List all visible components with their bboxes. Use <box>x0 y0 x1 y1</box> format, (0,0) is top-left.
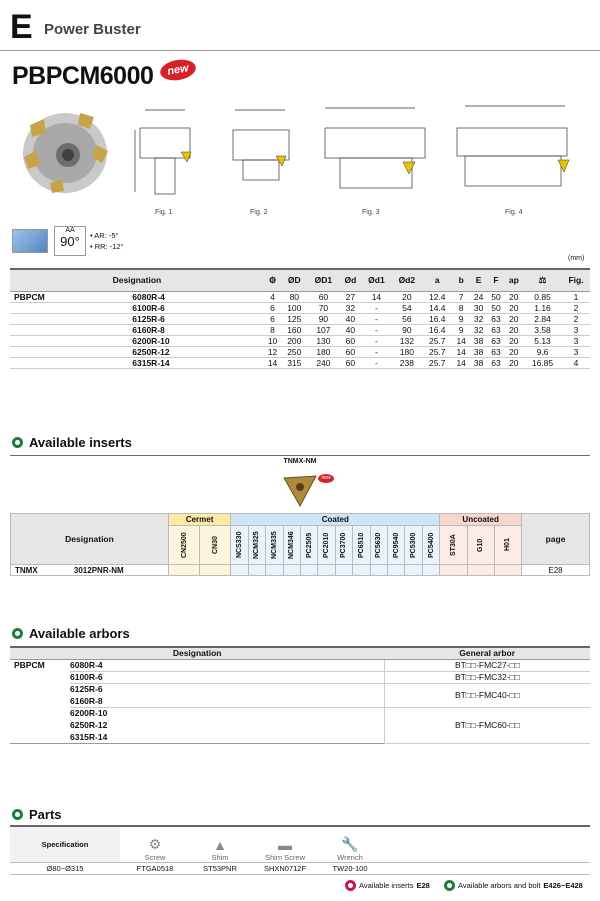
spec-cell: 5.13 <box>523 335 562 346</box>
spec-cell: 56 <box>392 313 422 324</box>
arbor-row: 6160R-8 <box>70 695 384 707</box>
spec-cell: 25.7 <box>422 335 452 346</box>
col-b: b <box>452 269 469 291</box>
grade-header <box>467 526 494 565</box>
spec-cell: 38 <box>470 346 487 357</box>
spec-cell: 38 <box>470 335 487 346</box>
col-a: a <box>422 269 452 291</box>
grade-header <box>248 526 265 565</box>
insert-series: TNMX <box>15 565 38 575</box>
spec-row <box>10 313 590 324</box>
grade-header <box>200 526 231 565</box>
spec-row <box>10 302 590 313</box>
grade-cell <box>231 565 248 576</box>
link-icon <box>444 880 455 891</box>
spec-cell: 50 <box>487 302 504 313</box>
spec-cell: 40 <box>340 313 362 324</box>
spec-cell: 6250R-12 <box>132 346 264 357</box>
header-divider <box>0 50 600 51</box>
footer-arbors-page: E426~E428 <box>543 881 583 890</box>
insert-image <box>280 470 320 510</box>
grade-cell <box>422 565 439 576</box>
grade-header <box>370 526 387 565</box>
spec-cell: 20 <box>505 291 523 302</box>
spec-cell: 20 <box>505 346 523 357</box>
spec-cell: 3 <box>562 335 590 346</box>
grade-label: NCM346 <box>288 531 296 559</box>
arbor-code: BT□□-FMC32-□□ <box>384 671 590 683</box>
arbor-row: 6250R-12 <box>70 720 108 730</box>
spec-cell: 12.4 <box>422 291 452 302</box>
spec-cell: 125 <box>281 313 307 324</box>
footer-inserts-label: Available inserts <box>359 881 414 890</box>
inserts-designation-header: Designation <box>11 514 169 565</box>
grade-cell <box>200 565 231 576</box>
spec-cell: 100 <box>281 302 307 313</box>
spec-cell: 90 <box>392 324 422 335</box>
arbor-series: PBPCM <box>14 660 45 671</box>
new-badge: new <box>159 57 198 83</box>
spec-cell: 63 <box>487 357 504 368</box>
insert-page-ref[interactable]: E28 <box>522 565 590 576</box>
spec-cell: 25.7 <box>422 346 452 357</box>
section-letter: E <box>10 8 33 46</box>
spec-cell: 38 <box>470 357 487 368</box>
grade-cell <box>405 565 422 576</box>
parts-table <box>10 825 590 875</box>
grade-header <box>388 526 405 565</box>
footer-inserts-page: E28 <box>416 881 430 890</box>
inserts-title-text: Available inserts <box>29 435 132 450</box>
unit-label: (mm) <box>568 255 585 262</box>
insert-angle: 90° <box>60 234 80 249</box>
spec-cell: 30 <box>470 302 487 313</box>
spec-cell: 60 <box>340 335 362 346</box>
spec-series <box>10 335 132 346</box>
spec-cell: 6100R-6 <box>132 302 264 313</box>
col-E: E <box>470 269 487 291</box>
fig-3-label: Fig. 3 <box>362 209 380 216</box>
grade-header <box>353 526 370 565</box>
wrench-code: TW20-100 <box>320 862 380 874</box>
spec-series: PBPCM <box>10 291 132 302</box>
arbor-row: 6200R-10 <box>70 708 108 719</box>
col-d1: Ød1 <box>361 269 391 291</box>
spec-cell: 60 <box>307 291 339 302</box>
spec-cell: 3 <box>562 346 590 357</box>
footer-arbors-link[interactable] <box>444 880 583 891</box>
spec-cell: 3.58 <box>523 324 562 335</box>
spec-cell: 54 <box>392 302 422 313</box>
screw-code: FTGA0518 <box>120 862 190 874</box>
spec-cell: 250 <box>281 346 307 357</box>
grade-header <box>318 526 335 565</box>
spec-cell: 2 <box>562 302 590 313</box>
spec-cell: 63 <box>487 335 504 346</box>
spec-cell: 6200R-10 <box>132 335 264 346</box>
spec-cell: - <box>361 335 391 346</box>
spec-cell: - <box>361 346 391 357</box>
grade-cell <box>494 565 521 576</box>
insert-angle-box <box>54 226 86 256</box>
fig-4-label: Fig. 4 <box>505 209 523 216</box>
inserts-table <box>10 513 590 576</box>
screw-icon: ⚙ <box>148 835 162 852</box>
arbor-row: 6100R-6 <box>70 671 384 683</box>
spec-cell: 32 <box>340 302 362 313</box>
radial-rake: • RR: -12° <box>90 242 124 251</box>
spec-cell: 40 <box>340 324 362 335</box>
grade-label: PC5300 <box>410 532 418 558</box>
spec-cell: 160 <box>281 324 307 335</box>
axial-rake: • AR: -5° <box>90 231 119 240</box>
shim-screw-code: SHXN0712F <box>250 862 320 874</box>
group-cermet: Cermet <box>169 514 231 526</box>
spec-row <box>10 291 590 302</box>
spec-cell: 63 <box>487 346 504 357</box>
link-icon <box>345 880 356 891</box>
spec-cell: 16.4 <box>422 324 452 335</box>
spec-cell: 200 <box>281 335 307 346</box>
arbors-title-text: Available arbors <box>29 626 130 641</box>
spec-cell: 16.4 <box>422 313 452 324</box>
part-screw <box>120 826 190 862</box>
grade-cell <box>370 565 387 576</box>
grade-label: NCM335 <box>270 531 278 559</box>
grade-header <box>422 526 439 565</box>
group-uncoated: Uncoated <box>440 514 522 526</box>
grade-header <box>283 526 300 565</box>
dimension-drawings <box>125 100 595 210</box>
grade-header <box>231 526 248 565</box>
section-title: Power Buster <box>44 21 141 38</box>
inserts-divider <box>10 455 590 456</box>
spec-cell: 25.7 <box>422 357 452 368</box>
grade-header <box>169 526 200 565</box>
grade-header <box>266 526 283 565</box>
spec-cell: 24 <box>470 291 487 302</box>
grade-label: G10 <box>477 538 485 552</box>
arbor-row: 6315R-14 <box>70 731 384 743</box>
part-shim-screw <box>250 826 320 862</box>
spec-cell: 27 <box>340 291 362 302</box>
part-shim-label: Shim <box>211 852 229 862</box>
section-bullet-icon <box>12 628 23 639</box>
inserts-section-title <box>12 435 132 450</box>
spec-cell: - <box>361 324 391 335</box>
grade-label: PC6510 <box>357 532 365 558</box>
spec-cell: 7 <box>452 291 469 302</box>
product-image <box>10 105 120 195</box>
shim-code: ST53PNR <box>190 862 250 874</box>
designation-header: Designation <box>10 269 264 291</box>
spec-cell: 32 <box>470 324 487 335</box>
spec-series <box>10 302 132 313</box>
spec-series <box>10 357 132 368</box>
grade-label: H01 <box>504 538 512 552</box>
page-title: PBPCM6000 <box>12 62 154 90</box>
spec-series <box>10 346 132 357</box>
col-F: F <box>487 269 504 291</box>
spec-cell: 10 <box>264 335 281 346</box>
spec-cell: 107 <box>307 324 339 335</box>
grade-header <box>440 526 467 565</box>
grade-cell <box>353 565 370 576</box>
insert-name: TNMX-NM <box>283 458 317 465</box>
spec-cell: 240 <box>307 357 339 368</box>
spec-cell: 14 <box>361 291 391 302</box>
spec-cell: 20 <box>505 324 523 335</box>
spec-row <box>10 335 590 346</box>
spec-cell: 63 <box>487 324 504 335</box>
spec-cell: 315 <box>281 357 307 368</box>
spec-cell: 6 <box>264 313 281 324</box>
grade-label: ST30A <box>449 534 457 556</box>
footer-arbors-label: Available arbors and bolt <box>458 881 541 890</box>
arbors-designation-header: Designation <box>10 647 384 659</box>
spec-cell: 60 <box>340 357 362 368</box>
grade-label: PC5630 <box>375 532 383 558</box>
spec-cell: 20 <box>505 302 523 313</box>
spec-cell: 8 <box>452 302 469 313</box>
spec-cell: 80 <box>281 291 307 302</box>
arbors-section-title <box>12 626 130 641</box>
general-arbor-header: General arbor <box>384 647 590 659</box>
insert-row-designation <box>11 565 169 576</box>
wrench-icon: 🔧 <box>341 835 359 852</box>
spec-cell: 6160R-8 <box>132 324 264 335</box>
spec-cell: 8 <box>264 324 281 335</box>
grade-header <box>494 526 521 565</box>
spec-cell: 14 <box>452 335 469 346</box>
grade-label: PC2505 <box>305 532 313 558</box>
arbor-row: 6080R-4 <box>70 659 384 671</box>
grade-cell <box>335 565 352 576</box>
spec-cell: 14 <box>452 346 469 357</box>
grade-label: PC5400 <box>427 532 435 558</box>
spec-cell: - <box>361 302 391 313</box>
spec-cell: 20 <box>505 313 523 324</box>
grade-header <box>300 526 317 565</box>
part-screw-label: Screw <box>144 852 166 862</box>
grade-label: PC9540 <box>392 532 400 558</box>
grade-header <box>405 526 422 565</box>
grade-cell <box>266 565 283 576</box>
group-coated: Coated <box>231 514 440 526</box>
spec-cell: 20 <box>392 291 422 302</box>
spec-cell: 16.85 <box>523 357 562 368</box>
spec-cell: 6125R-6 <box>132 313 264 324</box>
grade-cell <box>300 565 317 576</box>
spec-cell: 1.16 <box>523 302 562 313</box>
fig-2-label: Fig. 2 <box>250 209 268 216</box>
spec-cell: 50 <box>487 291 504 302</box>
col-D1: ØD1 <box>307 269 339 291</box>
col-d2: Ød2 <box>392 269 422 291</box>
part-wrench <box>320 826 380 862</box>
spec-cell: 6 <box>264 302 281 313</box>
footer-inserts-link[interactable] <box>345 880 430 891</box>
spec-series <box>10 313 132 324</box>
spec-cell: 180 <box>307 346 339 357</box>
spec-series <box>10 324 132 335</box>
col-D: ØD <box>281 269 307 291</box>
parts-section-title <box>12 807 62 822</box>
arbor-code: BT□□-FMC40-□□ <box>384 683 590 707</box>
part-shim <box>190 826 250 862</box>
grade-cell <box>248 565 265 576</box>
arbors-table <box>10 646 590 744</box>
section-bullet-icon <box>12 809 23 820</box>
weight-icon: ⚖ <box>523 269 562 291</box>
arbor-code: BT□□-FMC27-□□ <box>384 659 590 671</box>
spec-cell: - <box>361 357 391 368</box>
fig-1-label: Fig. 1 <box>155 209 173 216</box>
arbor-row: 6125R-6 <box>70 684 103 695</box>
insert-grade: AA <box>65 227 75 234</box>
teeth-icon: ⚙ <box>264 269 281 291</box>
spec-cell: 180 <box>392 346 422 357</box>
spec-cell: 60 <box>340 346 362 357</box>
grade-label: PC2010 <box>323 532 331 558</box>
spec-cell: 132 <box>392 335 422 346</box>
spec-cell: 6080R-4 <box>132 291 264 302</box>
grade-label: CN30 <box>211 536 219 554</box>
grade-cell <box>388 565 405 576</box>
spec-cell: 130 <box>307 335 339 346</box>
spec-row <box>10 324 590 335</box>
spec-cell: 4 <box>264 291 281 302</box>
spec-cell: 90 <box>307 313 339 324</box>
grade-header <box>335 526 352 565</box>
spec-cell: 4 <box>562 357 590 368</box>
spec-cell: 9.6 <box>523 346 562 357</box>
grade-label: CN2500 <box>180 532 188 558</box>
spec-cell: 6315R-14 <box>132 357 264 368</box>
col-fig: Fig. <box>562 269 590 291</box>
section-bullet-icon <box>12 437 23 448</box>
spec-cell: 20 <box>505 357 523 368</box>
insert-code: 3012PNR-NM <box>73 565 124 575</box>
spec-cell: 1 <box>562 291 590 302</box>
spec-cell: 14 <box>264 357 281 368</box>
spec-cell: 63 <box>487 313 504 324</box>
spec-row <box>10 346 590 357</box>
col-ap: ap <box>505 269 523 291</box>
shim-screw-icon: ▬ <box>278 836 292 853</box>
grade-label: NCS330 <box>235 531 243 559</box>
shim-icon: ▲ <box>213 836 227 853</box>
spec-cell: 12 <box>264 346 281 357</box>
spec-cell: 9 <box>452 324 469 335</box>
spec-cell: 32 <box>470 313 487 324</box>
parts-spec-value: Ø80~Ø315 <box>10 862 120 874</box>
grade-cell <box>318 565 335 576</box>
grade-label: NCM325 <box>253 531 261 559</box>
spec-row <box>10 357 590 368</box>
spec-cell: 14.4 <box>422 302 452 313</box>
spec-cell: - <box>361 313 391 324</box>
grade-cell <box>467 565 494 576</box>
spec-cell: 9 <box>452 313 469 324</box>
grade-label: PC3700 <box>340 532 348 558</box>
grade-cell <box>283 565 300 576</box>
part-wrench-label: Wrench <box>337 852 363 862</box>
grade-cell <box>440 565 467 576</box>
spec-cell: 0.85 <box>523 291 562 302</box>
spec-cell: 20 <box>505 335 523 346</box>
spec-cell: 238 <box>392 357 422 368</box>
spec-cell: 2 <box>562 313 590 324</box>
part-shim-screw-label: Shim Screw <box>264 852 305 862</box>
spec-table <box>10 268 590 369</box>
parts-spec-header: Specification <box>10 826 120 862</box>
parts-title-text: Parts <box>29 807 62 822</box>
arbor-code: BT□□-FMC60-□□ <box>384 707 590 743</box>
spec-cell: 14 <box>452 357 469 368</box>
spec-cell: 3 <box>562 324 590 335</box>
insert-shape-icon <box>12 229 48 253</box>
page-header: page <box>522 514 590 565</box>
grade-cell <box>169 565 200 576</box>
spec-cell: 70 <box>307 302 339 313</box>
col-d: Ød <box>340 269 362 291</box>
spec-cell: 2.84 <box>523 313 562 324</box>
insert-new-badge: new <box>318 474 334 483</box>
